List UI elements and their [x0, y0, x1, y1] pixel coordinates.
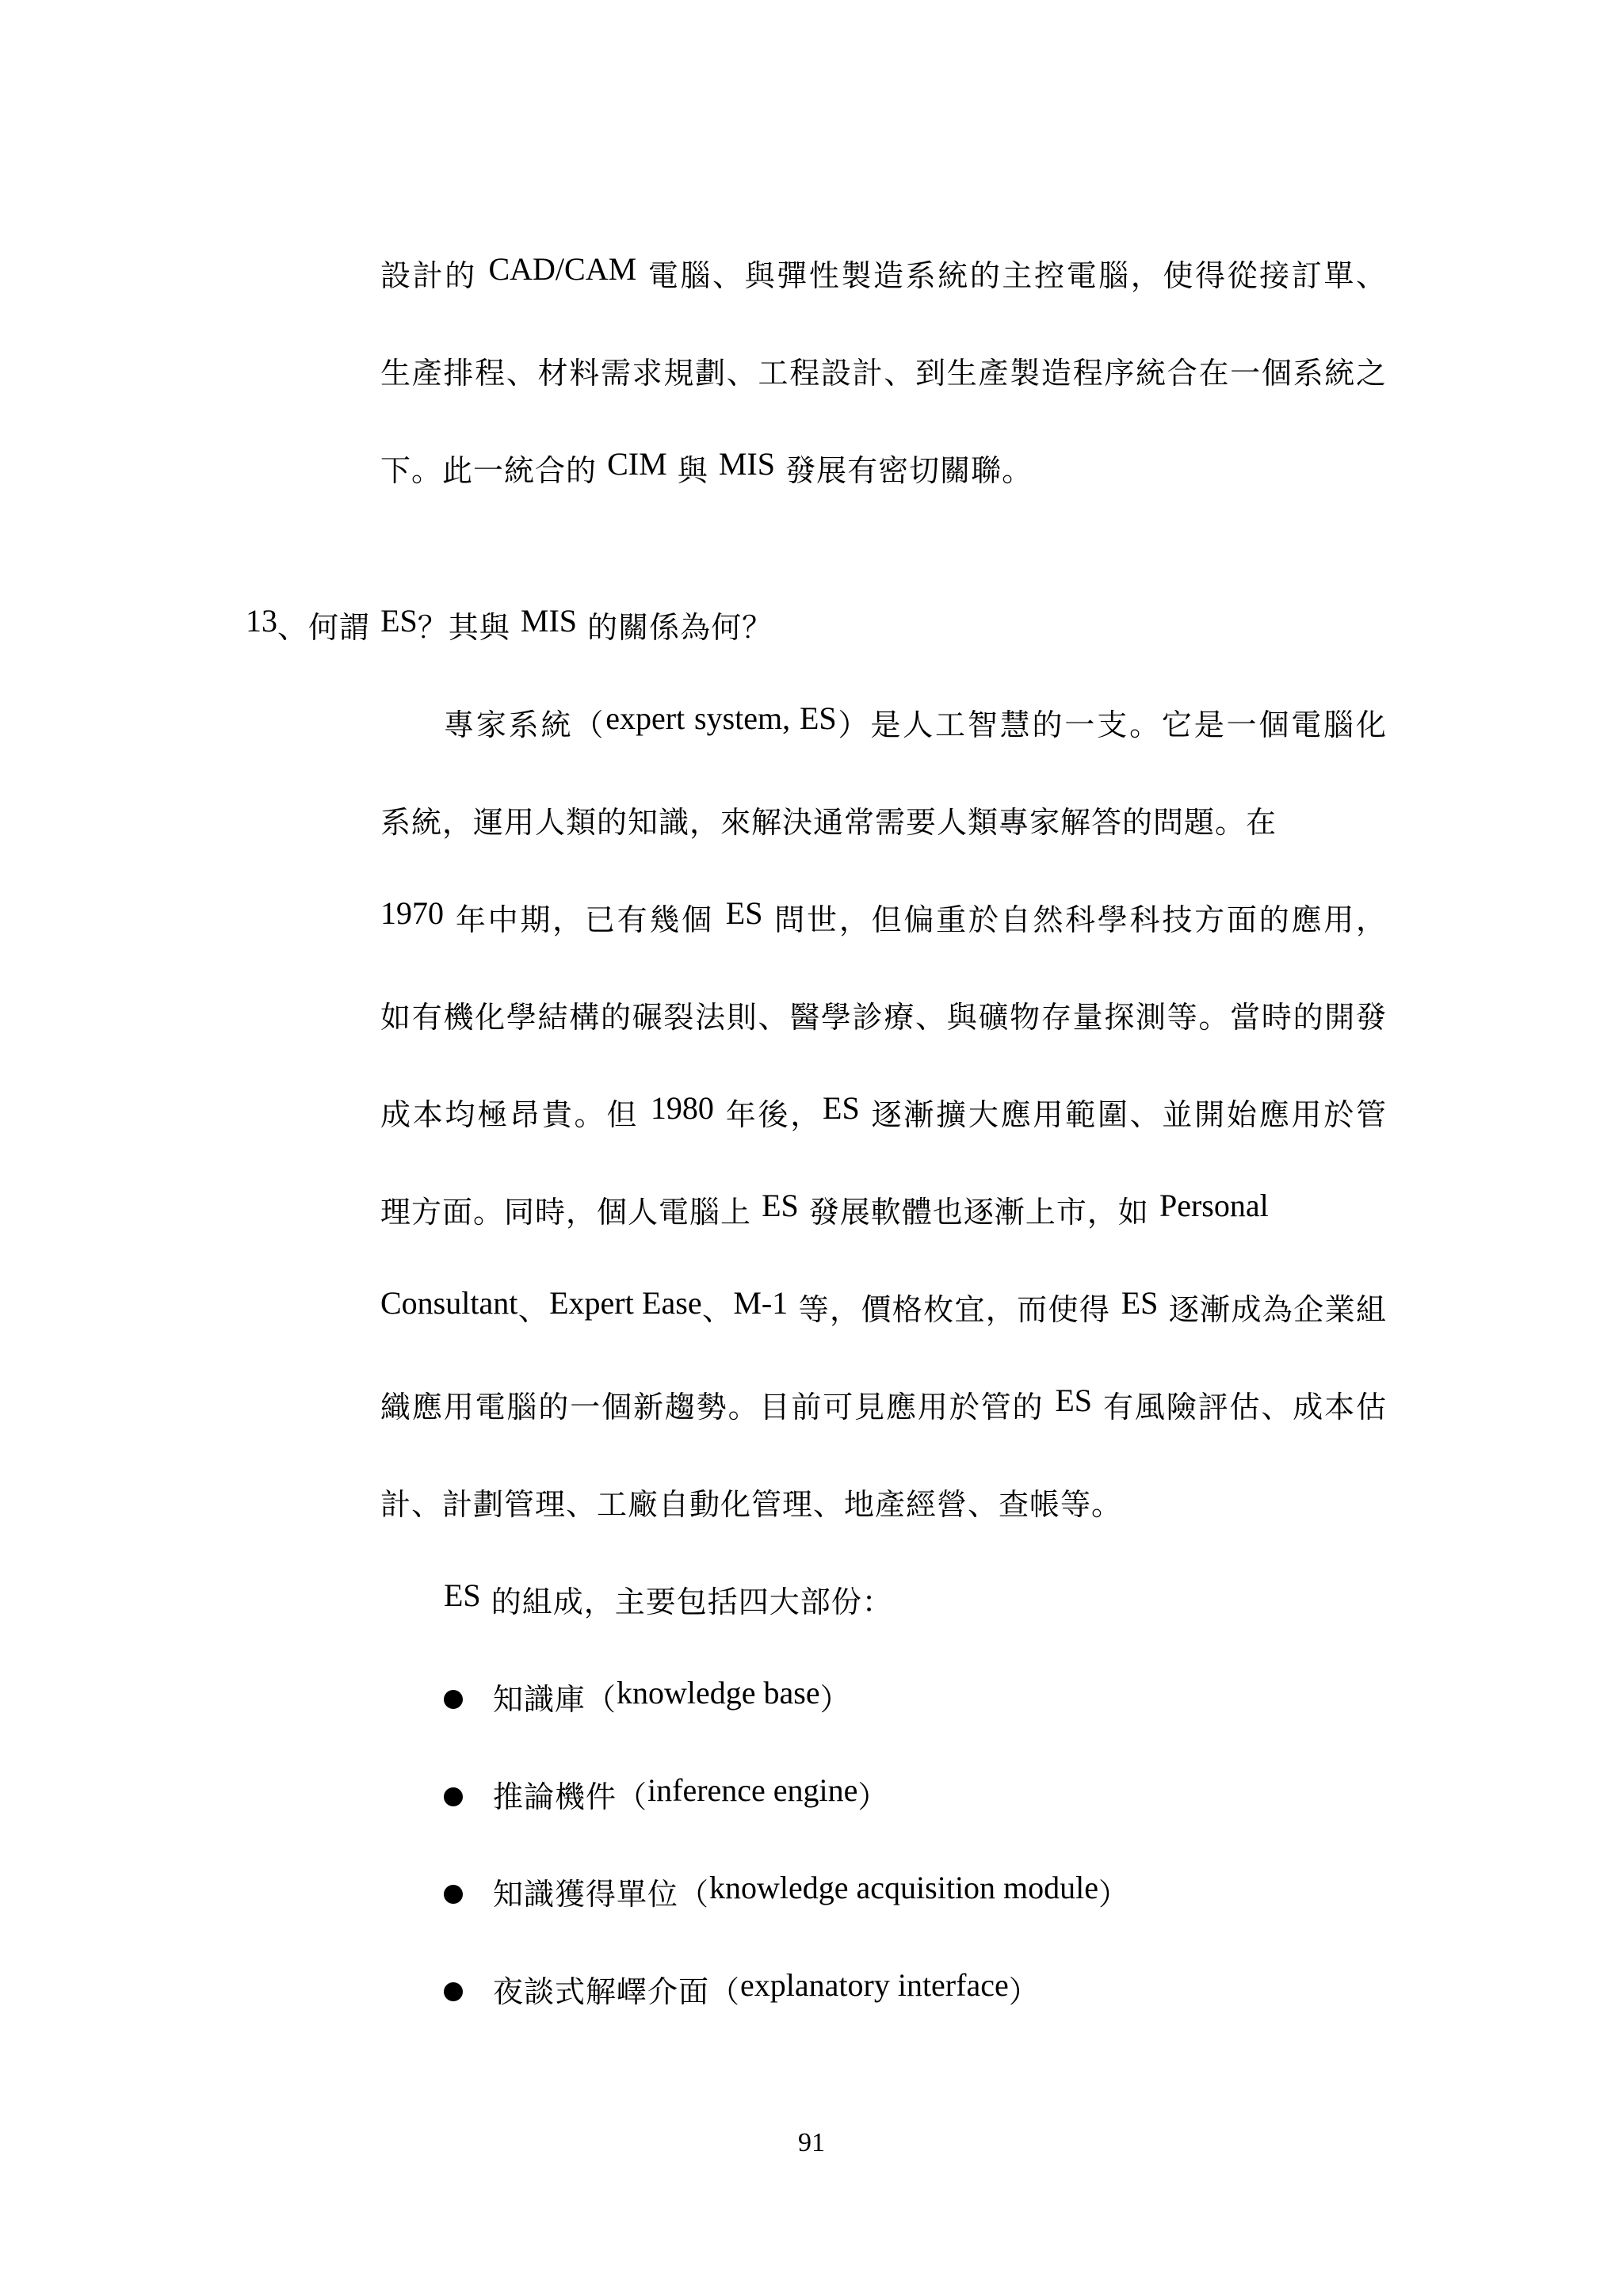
components-intro: ES 的組成，主要包括四大部份： [444, 1577, 893, 1619]
question-heading: 13、何謂 ES？其與 MIS 的關係為何？ [246, 603, 773, 645]
paragraph-line-7: Consultant、Expert Ease、M-1 等，價格枚宜，而使得 ES 逐漸成為企業組 [380, 1285, 1387, 1327]
paragraph-line-8: 織應用電腦的一個新趨勢。目前可見應用於管的 ES 有風險評估、成本估 [380, 1383, 1387, 1425]
page-number: 91 [798, 2128, 825, 2157]
paragraph-line-9: 計、計劃管理、工廠自動化管理、地產經營、查帳等。 [380, 1487, 1123, 1522]
bullet-icon [444, 1787, 463, 1806]
text-line-1: 設計的 CAD/CAM 電腦、與彈性製造系統的主控電腦，使得從接訂單、 [380, 251, 1387, 293]
paragraph-line-6: 理方面。同時，個人電腦上 ES 發展軟體也逐漸上市，如 Personal [380, 1188, 1269, 1230]
bullet-icon [444, 1885, 463, 1904]
text-line-3: 下。此一統合的 CIM 與 MIS 發展有密切關聯。 [380, 446, 1033, 488]
document-page: 設計的 CAD/CAM 電腦、與彈性製造系統的主控電腦，使得從接訂單、 生產排程、材料需求規劃、工程設計、到生產製造程序統合在一個系統之 下。此一統合的 CIM 與 MIS 發展有密切關聯。 13、何謂 ES？其與 MIS 的關係為何？ 專家系統（expert system, ES）是人工智慧的一支。它是一個電腦化 系統，運用人類的知識，來解決通常需要人類專家解答的問題。在 1970 年中期，已有幾個 ES 問世，但偏重於自然科學科技方面的應用， 如有機化學結構的碾裂法則、醫學診療、與礦物存量探測等。當時的開發 成本均極昂貴。但 1980 年後，ES 逐漸擴大應用範圍、並開始應用於管 理方面。同時，個人電腦上 ES 發展軟體也逐漸上市，如 Personal Consultant、Expert Ease、M-1 等，價格枚宜，而使得 ES 逐漸成為企業組 織應用電腦的一個新趨勢。目前可見應用於管的 ES 有風險評估、成本估 計、計劃管理、工廠自動化管理、地產經營、查帳等。 ES 的組成，主要包括四大部份： 知識庫（knowledge base） 推論機件（inference engine） 知識獲得單位（knowledge acquisition module） 夜談式解嶧介面（explanatory interface） 91 [0, 0, 1623, 2296]
paragraph-line-1: 專家系統（expert system, ES）是人工智慧的一支。它是一個電腦化 [444, 700, 1387, 742]
bullet-icon [444, 1690, 463, 1709]
text-line-2: 生產排程、材料需求規劃、工程設計、到生產製造程序統合在一個系統之 [380, 356, 1387, 391]
paragraph-line-2: 系統，運用人類的知識，來解決通常需要人類專家解答的問題。在 [380, 805, 1277, 840]
paragraph-line-5: 成本均極昂貴。但 1980 年後，ES 逐漸擴大應用範圍、並開始應用於管 [380, 1090, 1387, 1132]
paragraph-line-3: 1970 年中期，已有幾個 ES 問世，但偏重於自然科學科技方面的應用， [380, 895, 1387, 937]
paragraph-line-4: 如有機化學結構的碾裂法則、醫學診療、與礦物存量探測等。當時的開發 [380, 1000, 1387, 1035]
bullet-icon [444, 1982, 463, 2001]
